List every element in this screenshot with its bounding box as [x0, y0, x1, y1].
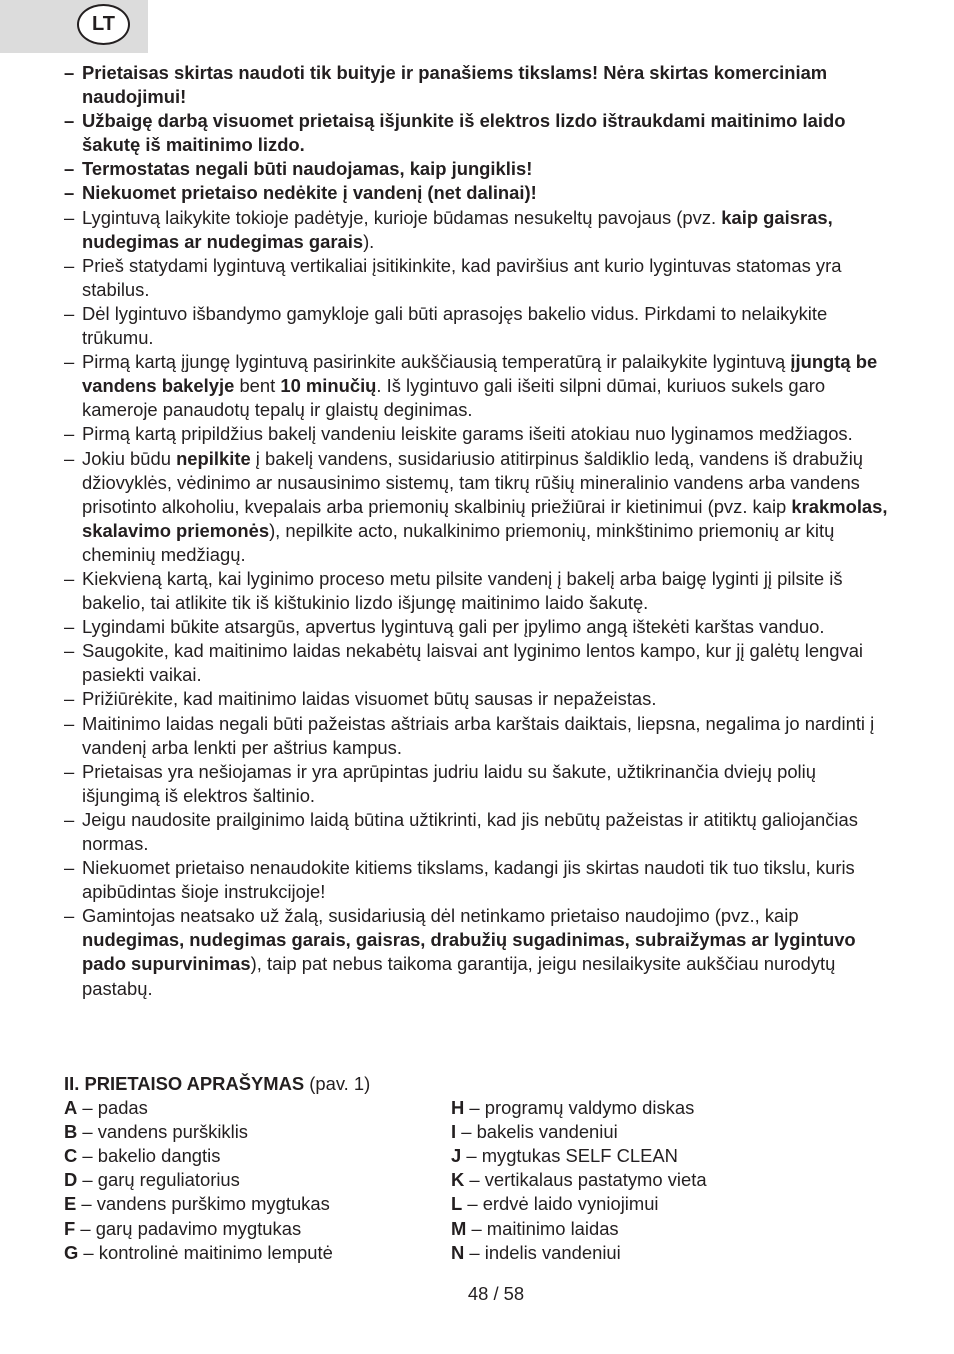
- warning-text: Prietaisas yra nešiojamas ir yra aprūpintas judriu laidu su šakute, užtikrinančia dviejų polių išjungimą iš elektros šaltinio.: [82, 760, 816, 806]
- warning-item: [62, 109, 890, 157]
- warning-item: [62, 422, 890, 446]
- list-dash: –: [64, 206, 75, 228]
- list-dash: –: [64, 688, 75, 710]
- part-letter: L: [451, 1193, 463, 1215]
- part-separator: –: [78, 1241, 99, 1263]
- part-item: [64, 1192, 451, 1216]
- warning-text-bold: Termostatas negali būti naudojamas, kaip jungiklis!: [82, 158, 533, 180]
- warning-text: Lygintuvą laikykite tokioje padėtyje, kurioje būdamas nesukeltų pavojaus (pvz.: [82, 206, 722, 228]
- part-letter: G: [64, 1241, 79, 1263]
- part-description: kontrolinė maitinimo lemputė: [98, 1241, 333, 1263]
- list-dash: –: [64, 182, 75, 204]
- list-dash: –: [64, 447, 75, 469]
- warning-item: [62, 856, 890, 904]
- warning-text: Maitinimo laidas negali būti pažeistas aštriais arba karštais daiktais, liepsna, negalima jo nardinti į vandenį arba lenkti per aštrius kampus.: [82, 712, 875, 758]
- warning-item: [62, 615, 890, 639]
- part-separator: –: [77, 1145, 98, 1167]
- warning-text: Pirmą kartą pripildžius bakelį vandeniu leiskite garams išeiti atokiau nuo lyginamos medžiagos.: [82, 423, 853, 445]
- warning-item: [62, 447, 890, 567]
- part-separator: –: [466, 1217, 487, 1239]
- warning-text: Dėl lygintuvo išbandymo gamykloje gali būti aprasojęs bakelio vidus. Pirkdami to nelaikykite trūkumu.: [82, 302, 828, 349]
- part-separator: –: [77, 1169, 98, 1191]
- section-title: II. PRIETAISO APRAŠYMAS: [64, 1073, 305, 1094]
- part-letter: D: [64, 1169, 78, 1191]
- list-dash: –: [64, 857, 75, 879]
- part-description: vandens purškimo mygtukas: [96, 1193, 330, 1215]
- part-description: erdvė laido vyniojimui: [482, 1193, 659, 1215]
- list-dash: –: [64, 158, 75, 180]
- language-badge: LT: [77, 4, 130, 45]
- part-description: vandens purškiklis: [97, 1121, 248, 1143]
- description-section: [64, 1072, 894, 1265]
- part-letter: E: [64, 1193, 77, 1215]
- part-description: bakelis vandeniui: [476, 1121, 618, 1143]
- part-separator: –: [464, 1241, 485, 1263]
- part-item: [451, 1241, 851, 1265]
- warning-item: [62, 206, 890, 254]
- warning-item: [62, 567, 890, 615]
- language-tab: [0, 0, 148, 53]
- warning-item: [62, 904, 890, 1000]
- part-separator: –: [77, 1097, 98, 1119]
- warning-text: bent: [234, 375, 281, 397]
- part-separator: –: [77, 1121, 98, 1143]
- warning-text-bold: Niekuomet prietaiso nedėkite į vandenį (net dalinai)!: [82, 182, 537, 204]
- warning-text: Saugokite, kad maitinimo laidas nekabėtų laisvai ant lyginimo lentos kampo, kur jį galėtų lengvai pasiekti vaikai.: [82, 640, 864, 686]
- section-heading: [64, 1072, 894, 1096]
- list-dash: –: [64, 302, 75, 324]
- part-item: [451, 1192, 851, 1216]
- warning-text-bold: Prietaisas skirtas naudoti tik buityje ir panašiems tikslams! Nėra skirtas komerciniam naudojimui!: [82, 62, 828, 108]
- warning-item: [62, 350, 890, 422]
- part-letter: N: [451, 1241, 465, 1263]
- part-description: maitinimo laidas: [486, 1217, 619, 1239]
- part-letter: I: [451, 1121, 457, 1143]
- part-item: [64, 1217, 451, 1241]
- list-dash: –: [64, 712, 75, 734]
- warning-item: [62, 302, 890, 350]
- list-dash: –: [64, 640, 75, 662]
- list-dash: –: [64, 351, 75, 373]
- warning-text-bold: nudegimas, nudegimas garais, gaisras, drabužių sugadinimas, subraižymas ar lygintuvo pado supurvinimas: [82, 929, 856, 975]
- list-dash: –: [64, 423, 75, 445]
- part-letter: K: [451, 1169, 465, 1191]
- part-letter: A: [64, 1097, 78, 1119]
- warning-text: Lygindami būkite atsargūs, apvertus lygintuvą gali per įpylimo angą ištekėti karštas vanduo.: [82, 616, 825, 638]
- warning-item: [62, 687, 890, 711]
- part-item: [64, 1120, 451, 1144]
- warning-item: [62, 808, 890, 856]
- part-letter: J: [451, 1145, 462, 1167]
- warning-text-bold: 10 minučių: [280, 375, 377, 397]
- list-dash: –: [64, 760, 75, 782]
- part-separator: –: [75, 1217, 96, 1239]
- list-dash: –: [64, 616, 75, 638]
- warning-item: [62, 254, 890, 302]
- warning-text: Niekuomet prietaiso nenaudokite kitiems tikslams, kadangi jis skirtas naudoti tik tuo tikslu, kuris apibūdintas šioje instrukcijoje!: [82, 857, 855, 903]
- part-letter: H: [451, 1097, 465, 1119]
- part-item: [64, 1144, 451, 1168]
- warning-text: Gamintojas neatsako už žalą, susidariusią dėl netinkamo prietaiso naudojimo (pvz., kaip: [82, 905, 799, 927]
- warning-text: Prižiūrėkite, kad maitinimo laidas visuomet būtų sausas ir nepažeistas.: [82, 688, 657, 710]
- list-dash: –: [64, 905, 75, 927]
- part-description: programų valdymo diskas: [484, 1097, 695, 1119]
- figure-reference: (pav. 1): [309, 1073, 371, 1094]
- part-item: [64, 1241, 451, 1265]
- list-dash: –: [64, 110, 75, 132]
- warning-text: . Iš lygintuvo gali išeiti silpni dūmai, kuriuos sukels garo kameroje panaudotų tepalų ir glaistų deginimas.: [82, 375, 826, 421]
- page-number: 48 / 58: [467, 1283, 525, 1304]
- part-letter: M: [451, 1217, 467, 1239]
- warning-item: [62, 181, 890, 205]
- part-letter: C: [64, 1145, 78, 1167]
- warning-text-bold: nepilkite: [176, 447, 251, 469]
- warning-item: [62, 61, 890, 109]
- parts-list: [64, 1096, 894, 1265]
- warning-item: [62, 639, 890, 687]
- list-dash: –: [64, 254, 75, 276]
- part-letter: B: [64, 1121, 78, 1143]
- part-separator: –: [462, 1193, 483, 1215]
- warning-item: [62, 157, 890, 181]
- warning-text-bold: įjungtą be vandens bakelyje: [82, 351, 878, 397]
- part-description: garų reguliatorius: [97, 1169, 240, 1191]
- warning-text: Kiekvieną kartą, kai lyginimo proceso metu pilsite vandenį į bakelį arba baigę lyginti jį pilsite iš bakelio, tai atlikite tik iš kištukinio lizdo išjungę maitinimo laido šakutę.: [82, 567, 843, 614]
- part-description: indelis vandeniui: [484, 1241, 621, 1263]
- part-item: [451, 1144, 851, 1168]
- part-item: [451, 1168, 851, 1192]
- part-item: [64, 1168, 451, 1192]
- part-item: [64, 1096, 451, 1120]
- warning-text: į bakelį vandens, susidariusio atitirpinus šaldiklio ledą, vandens iš drabužių džiovyklės, vėdinimo ar nusausinimo sistemų, tam tikrų rūšių mineralinio vandens arba vandens prisotinto alkoholiu, kvepalais arba priemonių skalbinių priežiūrai ir kietinimui (pvz. kaip: [82, 447, 864, 517]
- safety-warnings-list: [62, 61, 890, 1001]
- warning-text-bold: Užbaigę darbą visuomet prietaisą išjunkite iš elektros lizdo ištraukdami maitinimo laido šakutę iš maitinimo lizdo.: [82, 110, 846, 156]
- part-item: [451, 1120, 851, 1144]
- part-item: [451, 1096, 851, 1120]
- warning-item: [62, 712, 890, 760]
- part-letter: F: [64, 1217, 76, 1239]
- warning-text: Jokiu būdu: [82, 447, 177, 469]
- part-description: vertikalaus pastatymo vieta: [484, 1169, 707, 1191]
- warning-text: ).: [363, 230, 375, 252]
- warning-text: ), taip pat nebus taikoma garantija, jeigu nesilaikysite aukščiau nurodytų pastabų.: [82, 953, 836, 999]
- warning-text: Jeigu naudosite prailginimo laidą būtina užtikrinti, kad jis nebūtų pažeistas ir atitiktų galiojančias normas.: [82, 808, 858, 854]
- part-separator: –: [464, 1097, 485, 1119]
- warning-item: [62, 760, 890, 808]
- warning-text-bold: krakmolas, skalavimo priemonės: [82, 495, 888, 541]
- list-dash: –: [64, 62, 75, 83]
- part-item: [451, 1217, 851, 1241]
- list-dash: –: [64, 808, 75, 830]
- part-description: mygtukas SELF CLEAN: [481, 1145, 678, 1167]
- part-separator: –: [461, 1145, 482, 1167]
- warning-text-bold: kaip gaisras, nudegimas ar nudegimas garais: [82, 206, 833, 252]
- list-dash: –: [64, 567, 75, 589]
- warning-text: Pirmą kartą įjungę lygintuvą pasirinkite aukščiausią temperatūrą ir palaikykite lygintuvą: [82, 351, 791, 373]
- part-separator: –: [456, 1121, 477, 1143]
- part-description: padas: [97, 1097, 148, 1119]
- warning-text: Prieš statydami lygintuvą vertikaliai įsitikinkite, kad paviršius ant kurio lygintuvas statomas yra stabilus.: [82, 254, 842, 300]
- warning-text: ), nepilkite acto, nukalkinimo priemonių, minkštinimo priemonių ar kitų cheminių medžiagų.: [82, 519, 835, 565]
- part-separator: –: [464, 1169, 485, 1191]
- part-description: bakelio dangtis: [97, 1145, 221, 1167]
- part-description: garų padavimo mygtukas: [95, 1217, 302, 1239]
- part-separator: –: [76, 1193, 97, 1215]
